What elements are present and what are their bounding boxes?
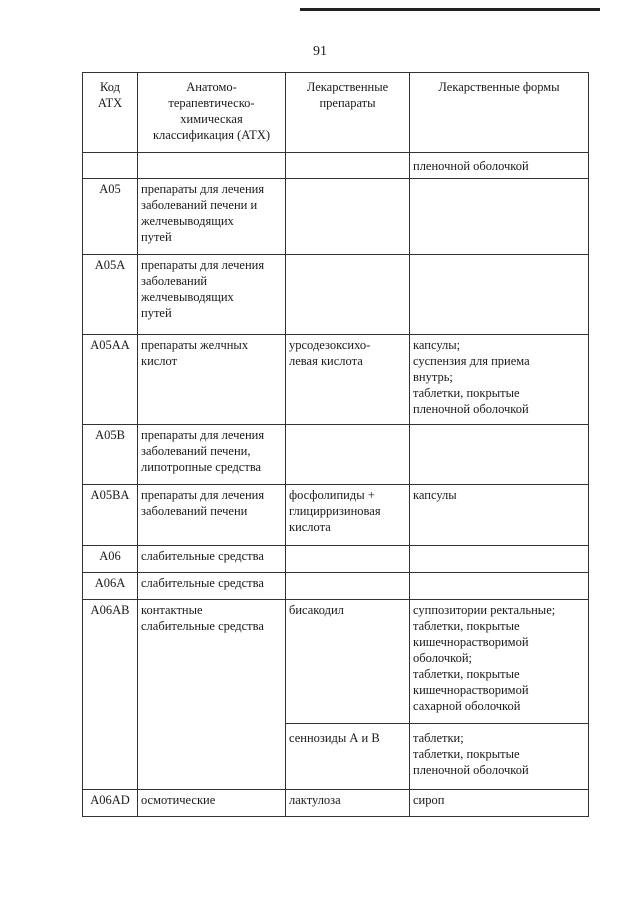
classification-cell: контактные слабительные средства [138, 600, 286, 790]
table-row [83, 600, 589, 724]
atc-code-cell [83, 153, 138, 179]
classification-cell: препараты для лечения заболеваний печени, липотропные средства [138, 425, 286, 485]
drug-cell: фосфолипиды + глицирризиновая кислота [286, 485, 410, 546]
dosage-forms-cell: пленочной оболочкой [410, 153, 589, 179]
atc-code-cell: A05AA [83, 335, 138, 425]
atc-code-cell: A05 [83, 179, 138, 255]
atc-code-cell: A05BA [83, 485, 138, 546]
classification-cell [138, 153, 286, 179]
table-row [83, 179, 589, 255]
atc-code-cell: A06A [83, 573, 138, 600]
drug-cell [286, 153, 410, 179]
dosage-forms-cell: капсулы; суспензия для приема внутрь; таблетки, покрытые пленочной оболочкой [410, 335, 589, 425]
table-row [83, 153, 589, 179]
classification-cell: препараты для лечения заболеваний желчевыводящих путей [138, 255, 286, 335]
dosage-forms-cell: капсулы [410, 485, 589, 546]
atc-code-cell: A06AB [83, 600, 138, 790]
table-row [83, 425, 589, 485]
classification-cell: слабительные средства [138, 573, 286, 600]
header-drugs: Лекарственные препараты [286, 73, 410, 153]
table-row [83, 790, 589, 817]
atc-code-cell: A05B [83, 425, 138, 485]
table-row [83, 485, 589, 546]
header-atc-classification: Анатомо- терапевтическо- химическая классификация (АТХ) [138, 73, 286, 153]
drug-cell [286, 425, 410, 485]
dosage-forms-cell [410, 573, 589, 600]
dosage-forms-cell: сироп [410, 790, 589, 817]
dosage-forms-cell [410, 425, 589, 485]
table-header-row [83, 73, 589, 153]
table-row [83, 335, 589, 425]
atc-code-cell: A06AD [83, 790, 138, 817]
header-dosage-forms: Лекарственные формы [410, 73, 589, 153]
table-row [83, 255, 589, 335]
atc-table [82, 72, 589, 817]
dosage-forms-cell [410, 546, 589, 573]
drug-cell [286, 573, 410, 600]
table-row [83, 546, 589, 573]
header-rule [300, 8, 600, 11]
header-atc-code: Код ATX [83, 73, 138, 153]
dosage-forms-cell: таблетки; таблетки, покрытые пленочной оболочкой [410, 724, 589, 790]
dosage-forms-cell [410, 255, 589, 335]
dosage-forms-cell [410, 179, 589, 255]
drug-cell: урсодезоксихо- левая кислота [286, 335, 410, 425]
drug-cell [286, 255, 410, 335]
dosage-forms-cell: суппозитории ректальные; таблетки, покрытые кишечнорастворимой оболочкой; таблетки, покрытые кишечнорастворимой сахарной оболочкой [410, 600, 589, 724]
drug-cell [286, 546, 410, 573]
classification-cell: осмотические [138, 790, 286, 817]
atc-code-cell: A06 [83, 546, 138, 573]
drug-cell: лактулоза [286, 790, 410, 817]
atc-code-cell: A05A [83, 255, 138, 335]
drug-cell: бисакодил [286, 600, 410, 724]
drug-cell [286, 179, 410, 255]
classification-cell: препараты для лечения заболеваний печени [138, 485, 286, 546]
table-row [83, 573, 589, 600]
page-number: 91 [313, 44, 327, 59]
classification-cell: препараты для лечения заболеваний печени и желчевыводящих путей [138, 179, 286, 255]
drug-cell: сеннозиды А и В [286, 724, 410, 790]
classification-cell: слабительные средства [138, 546, 286, 573]
classification-cell: препараты желчных кислот [138, 335, 286, 425]
